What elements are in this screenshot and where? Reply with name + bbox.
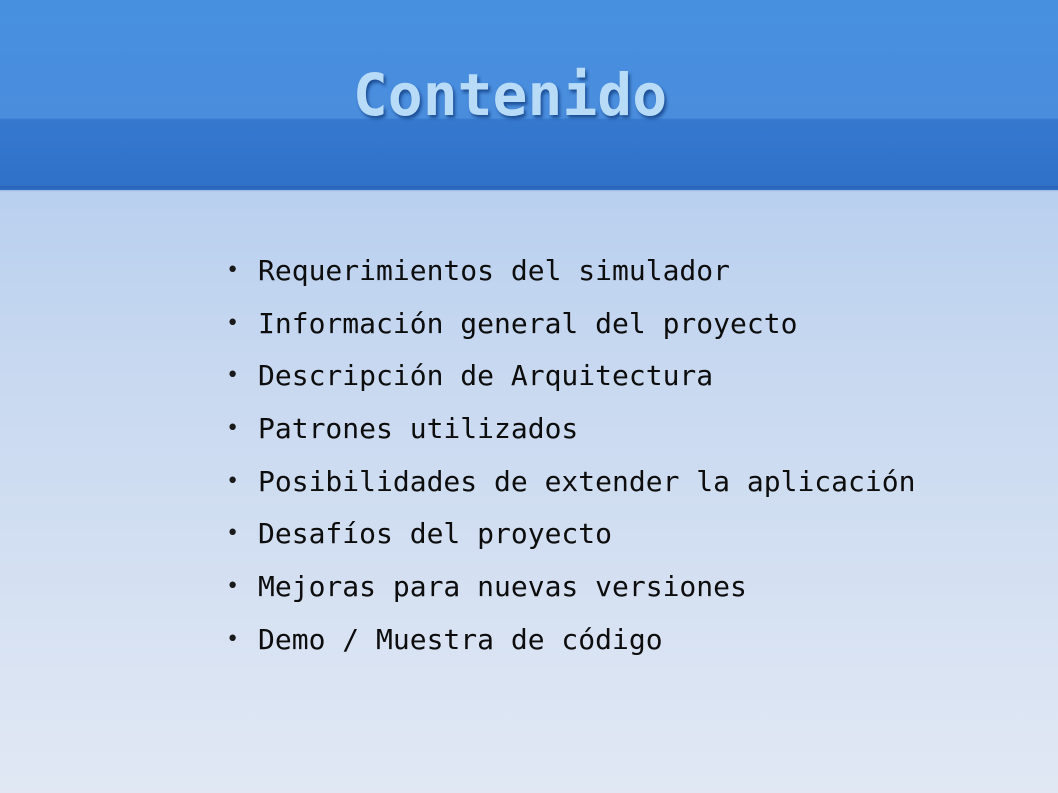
bullet-item — [226, 351, 915, 404]
slide-title: Contenido — [352, 61, 668, 129]
bullet-text: Desafíos del proyecto — [258, 517, 613, 551]
bullet-icon: • — [226, 468, 240, 494]
bullet-icon: • — [226, 258, 240, 283]
bullet-list — [226, 246, 915, 668]
bullet-text: Demo / Muestra de código — [258, 622, 663, 656]
bullet-item — [226, 509, 915, 562]
bullet-text: Mejoras para nuevas versiones — [258, 570, 747, 604]
bullet-item — [226, 246, 915, 299]
bullet-item — [226, 457, 915, 510]
bullet-item — [226, 615, 915, 668]
bullet-text: Requerimientos del simulador — [258, 254, 731, 287]
bullet-text: Descripción de Arquitectura — [258, 359, 714, 393]
header-divider — [0, 186, 1058, 192]
bullet-icon: • — [226, 310, 240, 336]
bullet-icon: • — [226, 521, 240, 547]
bullet-text: Posibilidades de extender la aplicación — [258, 464, 916, 498]
bullet-icon: • — [226, 363, 240, 389]
bullet-text: Información general del proyecto — [258, 306, 798, 340]
bullet-item — [226, 404, 915, 457]
bullet-icon: • — [226, 626, 240, 652]
bullet-icon: • — [226, 574, 240, 600]
bullet-text: Patrones utilizados — [258, 412, 579, 446]
bullet-icon: • — [226, 416, 240, 442]
bullet-item — [226, 299, 915, 352]
bullet-item — [226, 562, 915, 615]
